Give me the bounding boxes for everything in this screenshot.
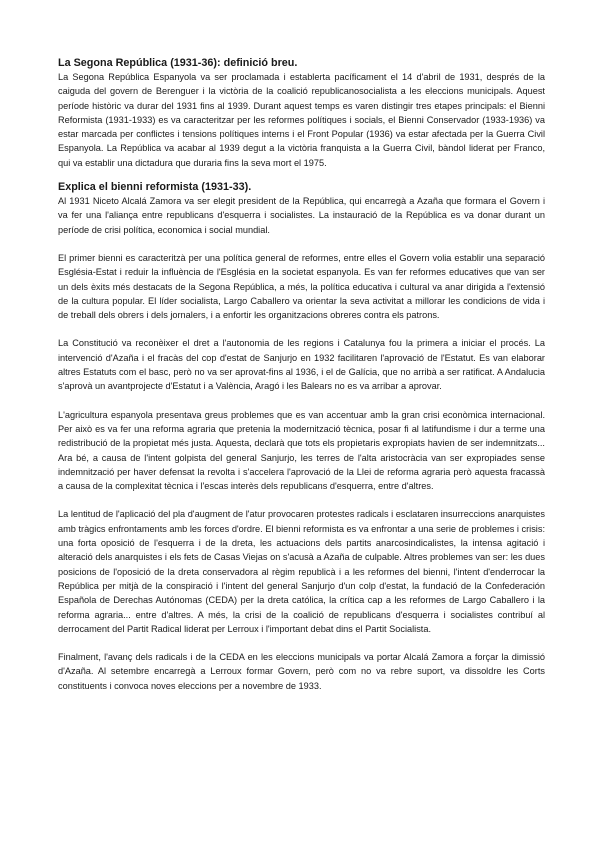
section-heading-definition: La Segona República (1931-36): definició breu.: [58, 57, 298, 69]
spacer: [58, 237, 545, 251]
paragraph-conclusion: Finalment, l'avanç dels radicals i de la CEDA en les eleccions municipals va portar Alcalá Zamora a forçar la dimissió d'Azaña. Al setembre encarregà a Lerroux formar Govern, però com no va rebre suport, va dissoldre les Corts constituents i convoca noves eleccions per a novembre de 1933.: [58, 652, 545, 691]
paragraph-reforms: El primer bienni es caracteritzà per una política general de reformes, entre elles el Govern volia establir una separació Església-Estat i reduir la influència de l'Església en la societat espanyola. Es van fer reformes educatives que van ser un dels èxits més destacats de la Segona República, a més, la política educativa i cultural va anar dirigida a l'extensió de la cultura popular. El líder socialista, Largo Caballero va orientar la seva activitat a millorar les condicions de vida i de treball dels obrers i dels jornalers, i a enfortir les organitzacions obreres contra els patrons.: [58, 252, 545, 321]
section-heading-reformist-biennium: Explica el bienni reformista (1931-33).: [58, 181, 252, 194]
spacer: [58, 322, 545, 336]
paragraph-autonomy: La Constitució va reconèixer el dret a l'autonomia de les regions i Catalunya fou la primera a iniciar el procés. La intervenció d'Azaña i el fracàs del cop d'estat de Sanjurjo en 1932 facilitaren l'aprovació de l'Estatut. Es van elaborar altres Estatuts com el basc, però no va ser aprovat-fins al 1936, i el de Galícia, que no arribà a ser ratificat. A Andalucia s'aprovà un avantprojecte d'Estatut i a València, Aragó i les Balears no es va arribar a aprovar.: [58, 338, 545, 392]
paragraph-agrarian-reform: L'agricultura espanyola presentava greus problemes que es van accentuar amb la gran crisi econòmica internacional. Per això es va fer una reforma agraria que pretenia la modernització tècnica, posar fi al latifundisme i dur a terme una redistribució de la propietat més justa. Aquesta, declarà que tots els propietaris expropiats havien de ser indemnitzats... Ara bé, a causa de l'intent golpista del general Sanjurjo, les terres de l'alta aristocràcia van ser expropiades sense indemnització per haver defensat la revolta i s'accelera l'aprovació de la Llei de reforma agraria però aquesta fracassà a causa de la complexitat tècnica i l'escas interès dels republicans d'esquerra, entre d'altres.: [58, 409, 545, 492]
spacer: [58, 170, 545, 180]
paragraph-definition: La Segona República Espanyola va ser proclamada i establerta pacíficament el 14 d'abril de 1931, després de la caiguda del govern de Berenguer i la victòria de la coalició republicanosocialista a les eleccions municipals. Aquest període històric va durar del 1931 fins al 1939. Durant aquest temps es varen distingir tres etapes principals: el Bienni Reformista (1931-1933) es va caracteritzar per les reformes polítiques i socials, el Bienni Conservador (1933-1936) va estar marcada per conflictes i tensions polítiques interns i el Front Popular (1936) va estar afectada per la Guerra Civil Espanyola. La República va acabar al 1939 degut a la victòria franquista a la Guerra Civil, bàndol liderat per Franco, qui va establir una dictadura que duraria fins la seva mort el 1975.: [58, 72, 545, 168]
spacer: [58, 394, 545, 408]
paragraph-problems: La lentitud de l'aplicació del pla d'augment de l'atur provocaren protestes radicals i esclataren insurreccions anarquistes amb tràgics enfrontaments amb les forces d'ordre. El bienni reformista es va enfrontar a una serie de problemes i crisis: una forta oposició de l'esquerra i de la dreta, les actuacions dels partits anarcosindicalistes, la intensa agitació i alteració dels anarquistes i els fets de Casas Viejas on s'acusà a Azaña de culpable. Altres problemes van ser: les dues posicions de l'oposició de la dreta conservadora al règim republicà i a les reformes del bienni, l'intent d'enderrocar la República per mitjà de la conspiració i l'intent del general Sanjurjo d'un colp d'estat, la fundació de la Confederación Española de Derechas Autónomas (CEDA) per la dreta católica, la crítica cap a les reformes de Largo Caballero i la reforma agraria... entre d'altres. A més, la crisi de la coalició de republicans d'esquerra i socialistes contribuí al derrocament del Partit Radical liderat per Lerroux i l'important debat dins el Partit Socialista.: [58, 509, 545, 634]
spacer: [58, 636, 545, 650]
spacer: [58, 493, 545, 507]
paragraph-intro: Al 1931 Niceto Alcalá Zamora va ser elegit president de la República, qui encarregà a Azaña que formara el Govern i va fer una l'aliança entre republicans d'esquerra i socialistes. La instauració de la República es va donar durant un període de crisi política, economica i social mundial.: [58, 196, 545, 235]
